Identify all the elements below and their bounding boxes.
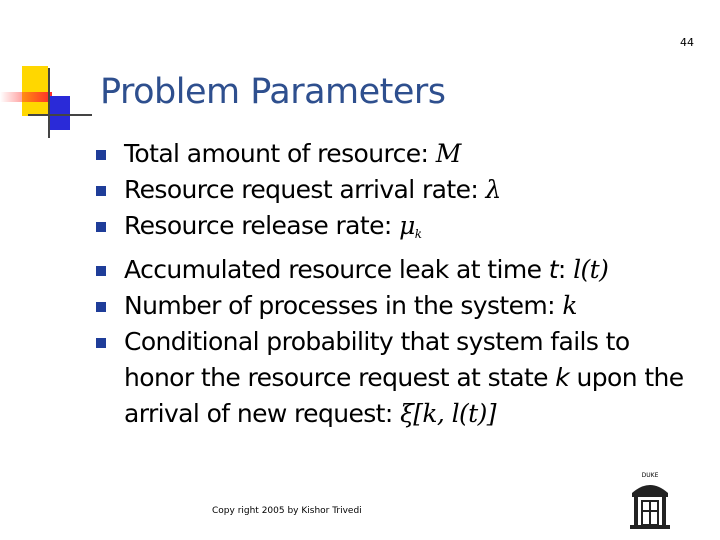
math-subscript: k [414,227,422,241]
bullet-text-suffix: : [557,255,574,284]
bullet-square-icon [96,222,106,232]
bullet-text-suffix: upon the arrival of new request: [124,363,684,428]
bullet-item [96,288,706,324]
bullet-list [96,136,706,432]
yellow-square [22,66,48,116]
bullet-text: Accumulated resource leak at time [124,255,549,284]
italic-variable: t [548,255,558,284]
bullet-square-icon [96,150,106,160]
slide-title: Problem Parameters [100,72,446,112]
bullet-square-icon [96,338,106,348]
copyright-footer: Copy right 2005 by Kishor Trivedi [212,506,362,516]
bullet-text: Conditional probability that system fails to honor the resource request at state [124,327,630,392]
decorative-corner-graphic [0,0,90,140]
math-symbol: l(t) [573,255,609,284]
math-symbol: M [435,139,461,168]
duke-logo [628,472,672,530]
red-streak [0,92,52,102]
logo-text: DUKE [641,472,659,479]
bullet-item [96,252,706,288]
math-symbol: k [562,291,577,320]
italic-variable: k [555,363,570,392]
bullet-text: Number of processes in the system: [124,291,563,320]
bullet-item [96,324,706,432]
math-symbol: λ [485,175,501,204]
bullet-square-icon [96,302,106,312]
chapel-icon [628,479,672,529]
horizontal-line [28,114,92,116]
math-symbol: μ [399,211,415,240]
bullet-square-icon [96,266,106,276]
bullet-item [96,136,706,172]
vertical-line [48,68,50,138]
bullet-text: Resource request arrival rate: [124,175,486,204]
bullet-item [96,172,706,208]
bullet-text: Resource release rate: [124,211,400,240]
math-symbol: ξ[k, l(t)] [400,399,496,428]
bullet-text: Total amount of resource: [124,139,436,168]
bullet-item [96,208,706,252]
bullet-square-icon [96,186,106,196]
page-number: 44 [680,36,694,49]
blue-square [48,96,70,130]
